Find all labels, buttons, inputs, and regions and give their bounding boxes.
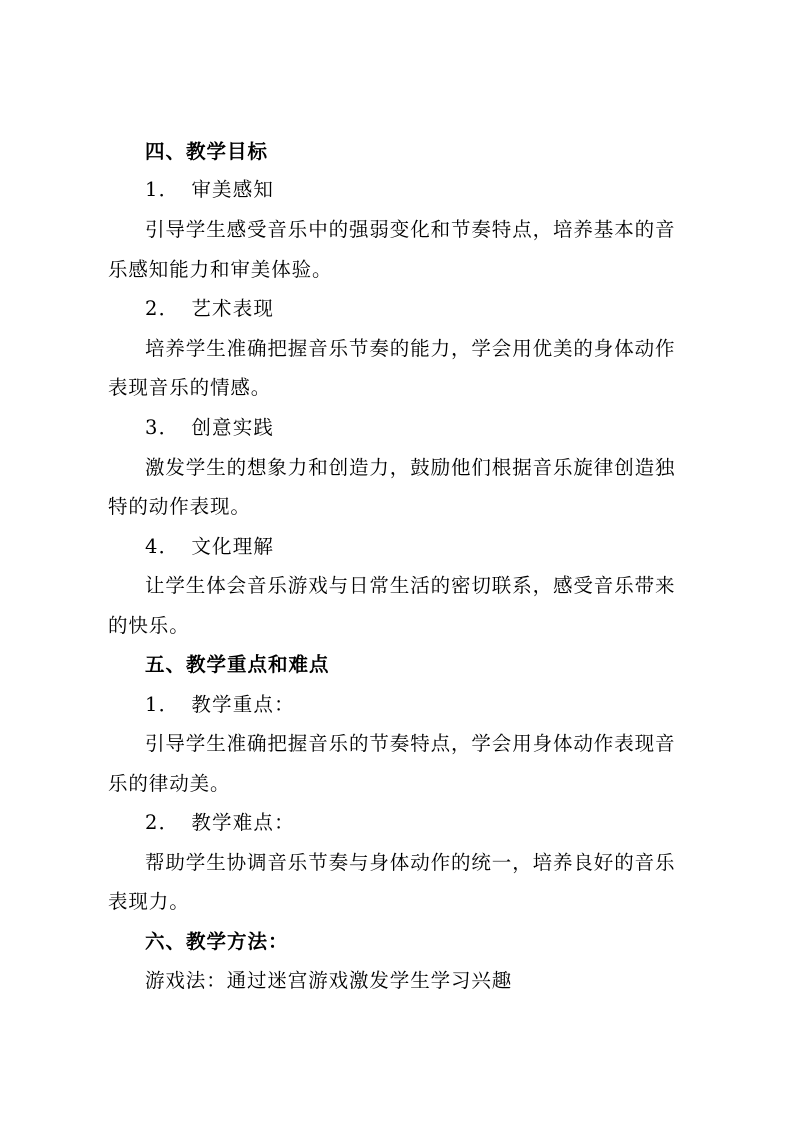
- paragraph-line: 帮助学生协调音乐节奏与身体动作的统一，培养良好的音乐: [145, 851, 676, 874]
- subheading-number: 3．: [145, 416, 180, 439]
- subheading-number: 4．: [145, 535, 180, 558]
- paragraph-line: 引导学生准确把握音乐的节奏特点，学会用身体动作表现音: [145, 732, 676, 755]
- subheading-title: 艺术表现: [191, 297, 275, 320]
- subheading-teaching-difficulty: [145, 811, 698, 835]
- subheading-title: 教学难点：: [191, 811, 295, 834]
- paragraph-line: 激发学生的想象力和创造力，鼓励他们根据音乐旋律创造独: [145, 456, 676, 479]
- paragraph-line: 游戏法：通过迷宫游戏激发学生学习兴趣: [145, 969, 513, 992]
- paragraph-line: 表现音乐的情感。: [108, 376, 272, 399]
- paragraph-line: 表现力。: [108, 890, 190, 913]
- subheading-aesthetic-perception: [145, 178, 698, 202]
- paragraph-line: 培养学生准确把握音乐节奏的能力，学会用优美的身体动作: [145, 337, 676, 360]
- section-heading-key-points: 五、教学重点和难点: [145, 653, 330, 676]
- paragraph-line: 乐的律动美。: [108, 772, 231, 795]
- section-heading-teaching-methods: 六、教学方法：: [145, 930, 289, 953]
- subheading-number: 1．: [145, 178, 180, 201]
- paragraph-line: 的快乐。: [108, 614, 190, 637]
- subheading-number: 2．: [145, 297, 180, 320]
- subheading-creative-practice: [145, 416, 698, 440]
- subheading-teaching-focus: [145, 693, 698, 717]
- subheading-title: 创意实践: [191, 416, 275, 439]
- subheading-cultural-understanding: [145, 535, 698, 559]
- section-heading-teaching-goals: 四、教学目标: [145, 140, 269, 163]
- paragraph-line: 引导学生感受音乐中的强弱变化和节奏特点，培养基本的音: [145, 218, 676, 241]
- subheading-title: 审美感知: [191, 178, 275, 201]
- paragraph-line: 特的动作表现。: [108, 495, 251, 518]
- subheading-number: 1．: [145, 693, 180, 716]
- subheading-artistic-expression: [145, 297, 698, 321]
- subheading-title: 教学重点：: [191, 693, 295, 716]
- subheading-title: 文化理解: [191, 535, 275, 558]
- paragraph-line: 乐感知能力和审美体验。: [108, 258, 333, 281]
- paragraph-line: 让学生体会音乐游戏与日常生活的密切联系，感受音乐带来: [145, 574, 676, 597]
- subheading-number: 2．: [145, 811, 180, 834]
